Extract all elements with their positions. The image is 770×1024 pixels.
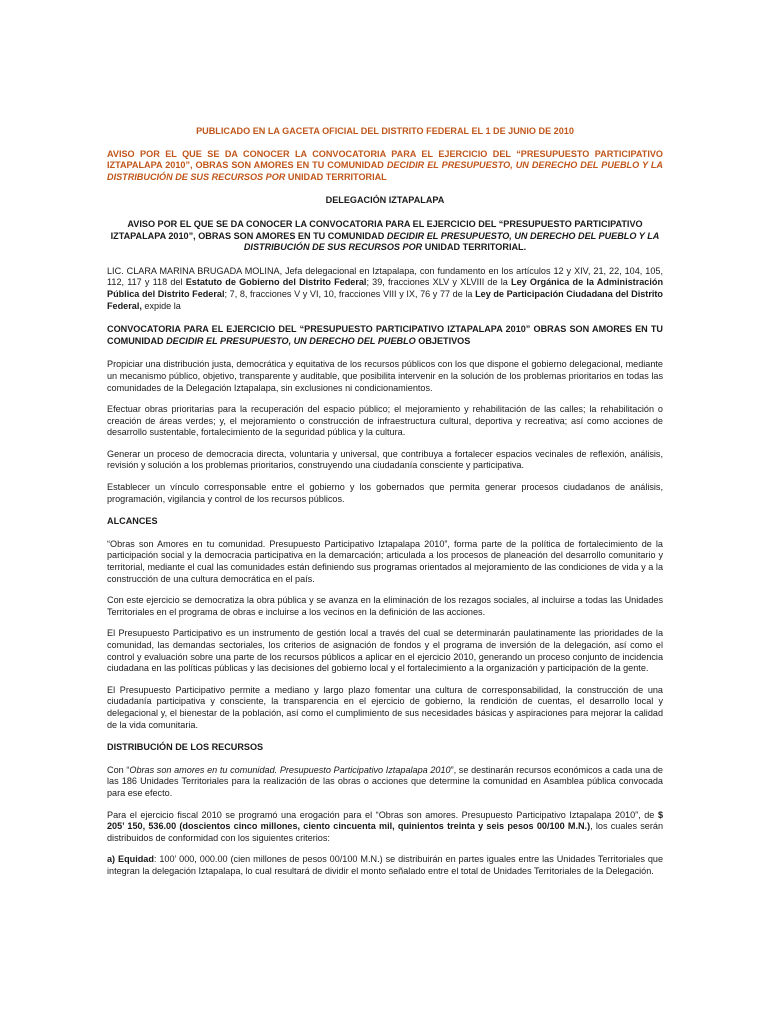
delegacion-title: DELEGACIÓN IZTAPALAPA	[325, 195, 445, 206]
aviso-black-part-a: AVISO POR EL QUE SE DA CONOCER LA CONVOCATORIA PARA EL EJERCICIO DEL “PRESUPUESTO PARTICIPATIVO IZTAPALAPA 2010”, OBRAS SON AMORES EN TU COMUNIDAD	[110, 218, 643, 241]
equidad-label: a) Equidad	[107, 854, 154, 865]
intro-part-g: expide la	[141, 300, 181, 311]
objetivo-paragraph: Establecer un vínculo corresponsable entre el gobierno y los gobernados que permita generar procesos ciudadanos de análisis, programación, vigilancia y control de los recursos públicos.	[107, 482, 663, 504]
objetivo-paragraph: Efectuar obras prioritarias para la recuperación del espacio público; el mejoramiento y rehabilitación de las calles; la rehabilitación o creación de áreas verdes; y, el mejoramiento o construcción de infraestructura cultural, deportiva y recreativa; así como acciones de desarrollo sustentable, fortalecimiento de la seguridad pública y la cultura.	[107, 404, 663, 438]
intro-paragraph	[107, 266, 663, 312]
aviso-orange-part-c: UNIDAD TERRITORIAL	[285, 171, 387, 182]
distribucion-2-part-c: , los cuales serán distribuidos de conformidad con los siguientes criterios:	[107, 821, 664, 843]
objetivo-paragraph: Generar un proceso de democracia directa, voluntaria y universal, que contribuya a fortalecer espacios vecinales de reflexión, análisis, revisión y solución a los problemas prioritarios, construyendo una ciudadanía consciente y participativa.	[107, 448, 663, 471]
aviso-black-part-c: UNIDAD TERRITORIAL.	[422, 242, 527, 253]
intro-part-c: ; 39, fracciones XLV y XLVIII de la	[366, 277, 512, 288]
distribucion-1-part-c: ”, se destinarán recursos económicos a cada una de las 186 Unidades Territoriales para la realización de las obras o acciones que determine la comunidad en Asamblea pública convocada para ese efecto.	[107, 764, 663, 798]
document-body	[107, 126, 663, 878]
equidad-text: : 100’ 000, 000.00 (cien millones de pesos 00/100 M.N.) se distribuirán en partes iguales entre las Unidades Territoriales que integran la delegación Iztapalapa, lo cual resultará de dividir el monto señalado entre el total de Unidades Territoriales de la Delegación.	[107, 854, 664, 876]
aviso-orange-part-a: AVISO POR EL QUE SE DA CONOCER LA CONVOCATORIA PARA EL EJERCICIO DEL “PRESUPUESTO PARTICIPATIVO IZTAPALAPA 2010”, OBRAS SON AMORES EN TU COMUNIDAD	[107, 148, 663, 171]
convocatoria-part-a: CONVOCATORIA PARA EL EJERCICIO DEL “PRESUPUESTO PARTICIPATIVO IZTAPALAPA 2010” OBRAS SON AMORES EN TU COMUNIDAD	[107, 324, 663, 346]
alcances-paragraph: El Presupuesto Participativo permite a mediano y largo plazo fomentar una cultura de corresponsabilidad, la construcción de una ciudadanía participativa y consciente, la transparencia en el ejercicio de gobierno, la rendición de cuentas, el desarrollo local y delegacional y, el bienestar de la población, así como el cumplimiento de sus necesidades básicas y aspiraciones para mejorar la calidad de la vida comunitaria.	[107, 684, 663, 730]
alcances-paragraph: “Obras son Amores en tu comunidad. Presupuesto Participativo Iztapalapa 2010”, forma parte de la política de fortalecimiento de la participación social y la democracia participativa en la demarcación; articulada a los procesos de planeación del desarrollo comunitario y territorial, mediante el cual las comunidades están definiendo sus programas orientados al mejoramiento de las condiciones de vida y a la construcción de una cultura democrática en el país.	[107, 538, 663, 584]
intro-ley-participacion: Ley de Participación Ciudadana del Distrito Federal,	[107, 288, 663, 311]
distribucion-heading: DISTRIBUCIÓN DE LOS RECURSOS	[107, 742, 264, 753]
aviso-black-part-b: DECIDIR EL PRESUPUESTO, UN DERECHO DEL PUEBLO Y LA DISTRIBUCIÓN DE SUS RECURSOS POR	[243, 230, 660, 253]
alcances-paragraph: Con este ejercicio se democratiza la obra pública y se avanza en la eliminación de los rezagos sociales, al incluirse a todas las Unidades Territoriales en el programa de obras e incluirse a los vecinos en la definición de las acciones.	[107, 595, 663, 617]
aviso-black-heading	[107, 219, 663, 254]
intro-estatuto: Estatuto de Gobierno del Distrito Federal	[185, 277, 367, 288]
distribucion-2-amount: $ 205’ 150, 536.00 (doscientos cinco millones, ciento cincuenta mil, quinientos treinta y seis pesos 00/100 M.N.)	[107, 809, 663, 832]
objetivo-paragraph: Propiciar una distribución justa, democrática y equitativa de los recursos públicos con los que dispone el gobierno delegacional, mediante un mecanismo público, objetivo, transparente y auditable, que posibilita intervenir en la solución de los problemas prioritarios en todas las comunidades de la Delegación Iztapalapa, sin exclusiones ni condicionamientos.	[107, 359, 663, 393]
distribucion-paragraph-1	[107, 765, 663, 800]
intro-ley-organica: Ley Orgánica de la Administración Pública del Distrito Federal	[107, 277, 663, 299]
distribucion-1-program-name: Obras son amores en tu comunidad. Presupuesto Participativo Iztapalapa 2010	[129, 764, 451, 775]
distribucion-2-part-a: Para el ejercicio fiscal 2010 se programó una erogación para el “Obras son amores. Presupuesto Participativo Iztapalapa 2010”, de	[107, 809, 658, 820]
intro-part-a: LIC. CLARA MARINA BRUGADA MOLINA, Jefa delegacional en Iztapalapa, con fundamento en los artículos 12 y XIV, 21, 22, 104, 105, 112, 117 y 118 del	[107, 265, 663, 288]
published-line: PUBLICADO EN LA GACETA OFICIAL DEL DISTRITO FEDERAL EL 1 DE JUNIO DE 2010	[196, 126, 574, 136]
distribucion-1-part-a: Con “	[107, 764, 130, 775]
aviso-orange-part-b: DECIDIR EL PRESUPUESTO, UN DERECHO DEL PUEBLO Y LA DISTRIBUCIÓN DE SUS RECURSOS POR	[107, 160, 663, 182]
equidad-paragraph	[107, 854, 663, 877]
aviso-orange-heading	[107, 149, 663, 184]
alcances-heading: ALCANCES	[107, 516, 158, 527]
convocatoria-part-b: DECIDIR EL PRESUPUESTO, UN DERECHO DEL PUEBLO	[166, 335, 416, 346]
intro-part-e: ; 7, 8, fracciones V y VI, 10, fracciones VIII y IX, 76 y 77 de la	[224, 288, 476, 299]
alcances-paragraph: El Presupuesto Participativo es un instrumento de gestión local a través del cual se determinarán paulatinamente las prioridades de la comunidad, las demandas sectoriales, los criterios de asignación de fondos y el programa de inversión de la delegación, así como el control y evaluación sobre una parte de los recursos públicos a aplicar en el ejercicio 2010, generando un proceso conjunto de incidencia ciudadana en las políticas públicas y las decisiones del gobierno local y el fortalecimiento a la organización y participación de la gente.	[107, 628, 663, 674]
distribucion-paragraph-2	[107, 810, 663, 845]
convocatoria-heading	[107, 324, 663, 347]
convocatoria-part-c: OBJETIVOS	[415, 335, 471, 346]
